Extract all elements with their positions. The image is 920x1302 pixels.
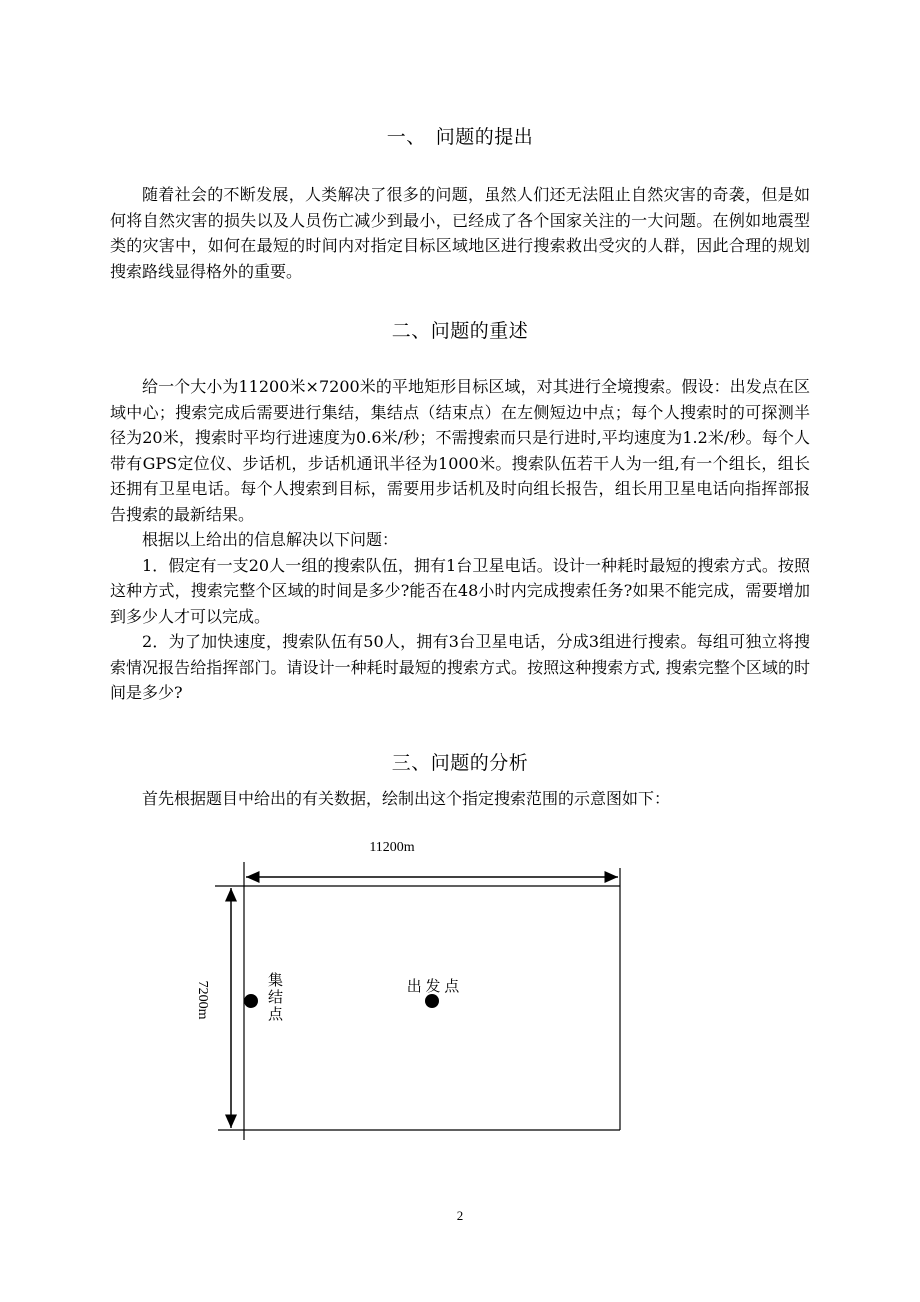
question-1: 1．假定有一支20人一组的搜索队伍，拥有1台卫星电话。设计一种耗时最短的搜索方式。按照这种方式，搜索完整个区域的时间是多少?能否在48小时内完成搜索任务?如果不能完成，需要增加到多少人才可以完成。: [110, 555, 810, 626]
start-label: 出 发 点: [406, 979, 460, 995]
gather-point-dot: [244, 994, 258, 1008]
section3-heading: 三、问题的分析: [391, 752, 529, 774]
section2-lead: 根据以上给出的信息解决以下问题：: [142, 530, 399, 549]
section2-text: 给一个大小为11200米×7200米的平地矩形目标区域，对其进行全境搜索。假设：出发点在区域中心；搜索完成后需要进行集结，集结点（结束点）在左侧短边中点；每个人搜索时的可探测半径为20米，搜索时平均行进速度为0.6米/秒；不需搜索而只是行进时,平均速度为1.2米/秒。每个人带有GPS定位仪、步话机，步话机通讯半径为1000米。搜索队伍若干人为一组,有一个组长，组长还拥有卫星电话。每个人搜索到目标，需要用步话机及时向组长报告，组长用卫星电话向指挥部报告搜索的最新结果。: [110, 377, 810, 524]
section3-intro: 首先根据题目中给出的有关数据，绘制出这个指定搜索范围的示意图如下：: [142, 789, 671, 808]
page-number: 2: [456, 1208, 464, 1223]
gather-label: 集结点: [268, 971, 284, 1023]
start-point-dot: [425, 994, 439, 1008]
width-label: 11200m: [369, 840, 415, 855]
height-label: 7200m: [195, 980, 210, 1020]
section1-text: 随着社会的不断发展，人类解决了很多的问题，虽然人们还无法阻止自然灾害的奇袭，但是如何将自然灾害的损失以及人员伤亡减少到最小，已经成了各个国家关注的一大问题。在例如地震型类的灾害中，如何在最短的时间内对指定目标区域地区进行搜索救出受灾的人群，因此合理的规划搜索路线显得格外的重要。: [110, 185, 810, 281]
question-2: 2．为了加快速度，搜索队伍有50人，拥有3台卫星电话，分成3组进行搜索。每组可独立将搜索情况报告给指挥部门。请设计一种耗时最短的搜索方式。按照这种搜索方式, 搜索完整个区域的时间是多少?: [110, 632, 810, 702]
section1-heading: 一、 问题的提出: [386, 126, 534, 148]
section2-heading: 二、问题的重述: [391, 320, 529, 342]
